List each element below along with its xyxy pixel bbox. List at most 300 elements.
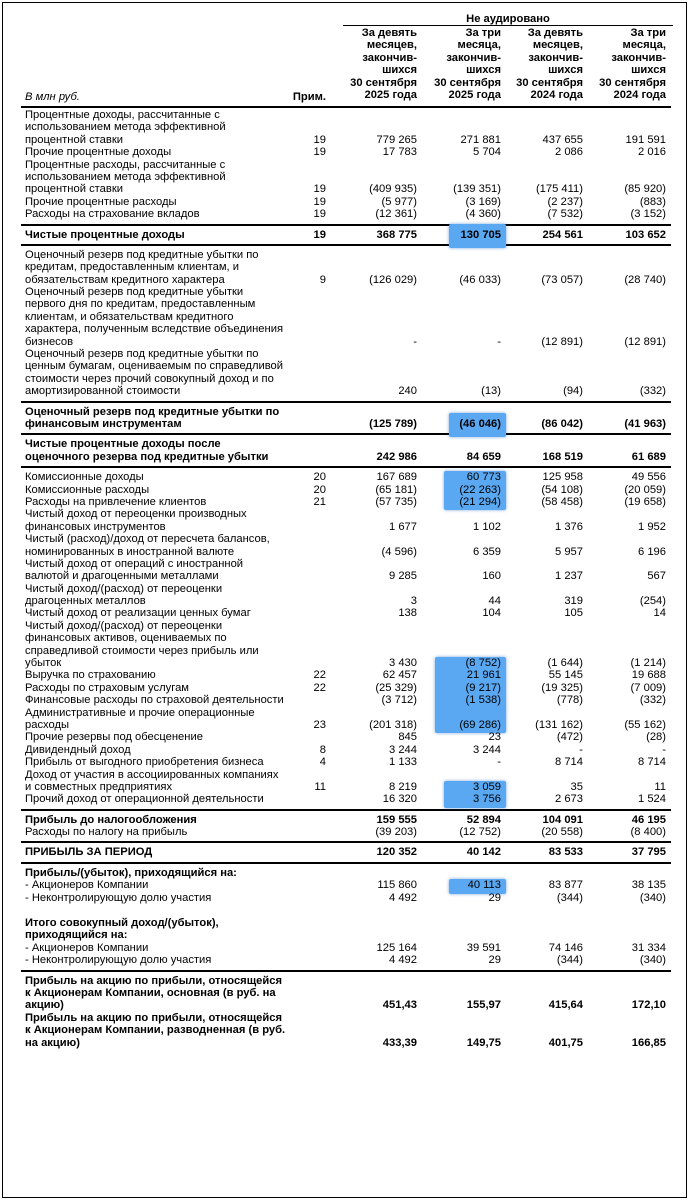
column-header-2: За три месяца, закончив- шихся 30 сентября 2025 года	[434, 27, 501, 102]
value-cell: (69 286)	[459, 718, 501, 731]
row-label: на акцию)	[25, 1036, 80, 1049]
row-label: процентной ставки	[25, 133, 123, 146]
table-row	[3, 731, 686, 743]
value-cell: 14	[653, 607, 666, 620]
value-cell: 1 677	[389, 520, 417, 533]
value-cell: (28 740)	[624, 273, 666, 286]
section-divider	[21, 244, 671, 246]
value-cell: 159 555	[376, 813, 417, 826]
table-row	[3, 570, 686, 582]
table-row	[3, 298, 686, 310]
row-label: процентной ставки	[25, 183, 123, 196]
table-row	[3, 846, 686, 858]
value-cell: (20 558)	[541, 826, 583, 839]
value-cell: (3 712)	[381, 694, 417, 707]
value-cell: -	[662, 743, 666, 756]
row-label: Расходы на привлечение клиентов	[25, 495, 207, 508]
row-label: использованием метода эффективной	[25, 121, 226, 134]
table-row	[3, 595, 686, 607]
value-cell: (12 891)	[624, 335, 666, 348]
row-label: амортизированной стоимости	[25, 385, 181, 398]
table-row	[3, 208, 686, 220]
value-cell: 9 285	[389, 570, 417, 583]
value-cell: (58 458)	[541, 495, 583, 508]
value-cell: (7 532)	[547, 208, 583, 221]
table-row	[3, 348, 686, 360]
value-cell: -	[497, 335, 501, 348]
table-row	[3, 879, 686, 891]
row-label: справедливой стоимости через прибыль или	[25, 644, 259, 657]
value-cell: (41 963)	[624, 417, 666, 430]
row-label: характера, полученным вследствие объединения	[25, 323, 284, 336]
value-cell: 38 135	[631, 879, 666, 892]
table-row	[3, 183, 686, 195]
table-row	[3, 669, 686, 681]
value-cell: 83 533	[548, 846, 583, 859]
value-cell: 1 133	[389, 756, 417, 769]
value-cell: 17 783	[382, 146, 417, 159]
value-cell: 62 457	[382, 669, 417, 682]
row-note: 11	[314, 780, 326, 793]
row-note: 19	[313, 133, 326, 146]
row-label: к Акционерам Компании, разводненная (в руб.	[25, 1024, 286, 1037]
value-cell: 104 091	[542, 813, 583, 826]
row-label: финансовым инструментам	[25, 417, 182, 430]
row-note: 19	[313, 228, 326, 241]
row-label: обязательствам кредитного характера	[25, 273, 225, 286]
value-cell: (22 263)	[459, 483, 501, 496]
row-label: Комиссионные доходы	[25, 471, 144, 484]
value-cell: (125 789)	[369, 417, 417, 430]
section-divider	[21, 809, 671, 811]
value-cell: 3 244	[389, 743, 417, 756]
value-cell: 37 795	[631, 846, 666, 859]
value-cell: (94)	[563, 385, 583, 398]
section-divider	[21, 841, 671, 843]
table-row	[3, 867, 686, 879]
table-row	[3, 814, 686, 826]
row-label: Прибыль от выгодного приобретения бизнеса	[25, 756, 264, 769]
row-note: 22	[313, 669, 326, 682]
value-cell: (46 046)	[459, 417, 501, 430]
table-row	[3, 496, 686, 508]
value-cell: (13)	[481, 385, 501, 398]
value-cell: (344)	[556, 891, 583, 904]
value-cell: 8 714	[555, 756, 583, 769]
row-label: - Акционеров Компании	[25, 941, 149, 954]
row-label: Чистый доход от реализации ценных бумаг	[25, 607, 251, 620]
value-cell: 39 591	[466, 941, 501, 954]
value-cell: 60 773	[466, 471, 501, 484]
value-cell: 105	[564, 607, 583, 620]
table-row	[3, 694, 686, 706]
value-cell: 83 877	[548, 879, 583, 892]
unit-label: В млн руб.	[25, 91, 80, 103]
row-label: стоимости через прочий совокупный доход и по	[25, 372, 274, 385]
value-cell: 125 958	[542, 471, 583, 484]
value-cell: -	[579, 743, 583, 756]
value-cell: (73 057)	[541, 273, 583, 286]
row-label: Чистые процентные доходы после	[25, 438, 221, 451]
value-cell: 254 561	[542, 228, 583, 241]
value-cell: (8 752)	[465, 657, 501, 670]
row-label: Прибыль на акцию по прибыли, относящейся	[25, 974, 282, 987]
table-row	[3, 274, 686, 286]
row-label: Прибыль до налогообложения	[25, 813, 197, 826]
row-label: первого дня по кредитам, предоставленным	[25, 298, 256, 311]
table-row	[3, 975, 686, 987]
value-cell: 44	[488, 595, 501, 608]
value-cell: 1 376	[555, 520, 583, 533]
value-cell: 167 689	[376, 471, 417, 484]
table-row	[3, 385, 686, 397]
value-cell: (1 214)	[630, 657, 666, 670]
value-cell: 46 195	[631, 813, 666, 826]
row-label: и совместных предприятиях	[25, 780, 173, 793]
value-cell: 1 102	[473, 520, 501, 533]
value-cell: (86 042)	[541, 417, 583, 430]
value-cell: 8 714	[638, 756, 666, 769]
value-cell: 319	[564, 595, 583, 608]
row-label: финансовых активов, оцениваемых по	[25, 632, 227, 645]
table-row	[3, 134, 686, 146]
table-row	[3, 229, 686, 241]
table-row	[3, 917, 686, 929]
value-cell: (12 361)	[375, 208, 417, 221]
value-cell: (57 735)	[375, 495, 417, 508]
value-cell: (126 029)	[369, 273, 417, 286]
table-row	[3, 826, 686, 838]
table-row	[3, 418, 686, 430]
row-label: Прочие резервы под обесценение	[25, 731, 203, 744]
value-cell: 29	[488, 891, 501, 904]
statement-body	[3, 109, 686, 1049]
value-cell: 149,75	[466, 1036, 501, 1049]
value-cell: 6 196	[638, 545, 666, 558]
value-cell: (25 329)	[375, 681, 417, 694]
value-cell: (8 400)	[630, 826, 666, 839]
table-row	[3, 657, 686, 669]
table-row	[3, 286, 686, 298]
value-cell: 437 655	[542, 133, 583, 146]
table-row	[3, 583, 686, 595]
value-cell: 138	[398, 607, 417, 620]
table-row	[3, 558, 686, 570]
table-row	[3, 121, 686, 133]
value-cell: (39 203)	[375, 826, 417, 839]
row-label: Оценочный резерв под кредитные убытки	[25, 286, 244, 299]
value-cell: 2 086	[555, 146, 583, 159]
section-divider	[21, 433, 671, 435]
table-row	[3, 171, 686, 183]
value-cell: (65 181)	[375, 483, 417, 496]
row-label: Чистые процентные доходы	[25, 228, 185, 241]
row-label: Прочие процентные доходы	[25, 146, 172, 159]
table-row	[3, 533, 686, 545]
value-cell: 40 113	[467, 879, 501, 892]
value-cell: (201 318)	[369, 718, 417, 731]
table-row	[3, 323, 686, 335]
column-header-4: За три месяца, закончив- шихся 30 сентября 2024 года	[599, 27, 666, 102]
value-cell: 168 519	[542, 450, 583, 463]
value-cell: 115 860	[377, 879, 417, 892]
value-cell: 23	[488, 731, 501, 744]
table-row	[3, 682, 686, 694]
value-cell: 21 961	[466, 669, 501, 682]
row-label: Комиссионные расходы	[25, 483, 150, 496]
value-cell: (340)	[639, 891, 666, 904]
value-cell: 3	[410, 595, 417, 608]
row-label: драгоценных металлов	[25, 595, 146, 608]
row-label: финансовых инструментов	[25, 520, 166, 533]
table-row	[3, 546, 686, 558]
row-label: Процентные расходы, рассчитанные с	[25, 158, 226, 171]
value-cell: 31 334	[631, 941, 666, 954]
value-cell: (7 009)	[630, 681, 666, 694]
value-cell: 5 957	[555, 545, 583, 558]
value-cell: (9 217)	[465, 681, 501, 694]
value-cell: (3 152)	[630, 208, 666, 221]
value-cell: 368 775	[376, 228, 417, 241]
note-column-header: Прим.	[292, 91, 326, 103]
value-cell: (55 162)	[624, 718, 666, 731]
row-label: Оценочный резерв под кредитные убытки по	[25, 348, 259, 361]
row-label: Чистый доход от операций с иностранной	[25, 557, 244, 570]
value-cell: (46 033)	[459, 273, 501, 286]
column-header-3: За девять месяцев, закончив- шихся 30 сентября 2024 года	[516, 27, 583, 102]
column-header-1: За девять месяцев, закончив- шихся 30 сентября 2025 года	[350, 27, 417, 102]
value-cell: 16 320	[382, 793, 417, 806]
value-cell: (1 538)	[465, 694, 501, 707]
value-cell: (85 920)	[624, 183, 666, 196]
row-label: оценочного резерва под кредитные убытки	[25, 450, 269, 463]
table-row	[3, 769, 686, 781]
value-cell: (175 411)	[535, 183, 583, 196]
table-row	[3, 607, 686, 619]
row-note: 19	[313, 146, 326, 159]
row-label: бизнесов	[25, 335, 74, 348]
value-cell: 61 689	[631, 450, 666, 463]
row-note: 19	[313, 208, 326, 221]
row-label: Прочие процентные расходы	[25, 195, 177, 208]
section-divider	[21, 224, 671, 226]
value-cell: 6 359	[473, 545, 501, 558]
value-cell: 1 952	[638, 520, 666, 533]
value-cell: 433,39	[382, 1036, 417, 1049]
financial-statement	[2, 2, 687, 1198]
table-row	[3, 1012, 686, 1024]
table-row	[3, 484, 686, 496]
value-cell: 845	[398, 731, 417, 744]
value-cell: 49 556	[631, 471, 666, 484]
value-cell: 55 145	[548, 669, 583, 682]
table-row	[3, 406, 686, 418]
row-label: Оценочный резерв под кредитные убытки по	[25, 405, 280, 418]
value-cell: 4 492	[389, 891, 417, 904]
value-cell: 40 142	[466, 846, 501, 859]
value-cell: 11	[654, 780, 666, 793]
value-cell: (340)	[639, 954, 666, 967]
table-row	[3, 707, 686, 719]
value-cell: 567	[647, 570, 666, 583]
row-label: Чистый доход/(расход) от переоценки	[25, 619, 223, 632]
table-row	[3, 508, 686, 520]
value-cell: 35	[570, 780, 583, 793]
row-note: 8	[319, 743, 326, 756]
value-cell: 125 164	[376, 941, 417, 954]
value-cell: (3 169)	[465, 195, 501, 208]
value-cell: 130 705	[460, 228, 501, 241]
value-cell: (21 294)	[459, 495, 501, 508]
table-row	[3, 645, 686, 657]
table-row	[3, 373, 686, 385]
row-label: валютой и драгоценными металлами	[25, 570, 219, 583]
table-row	[3, 336, 686, 348]
value-cell: (472)	[556, 731, 583, 744]
row-label: расходы	[25, 718, 70, 731]
row-label: Процентные доходы, рассчитанные с	[25, 109, 220, 121]
row-label: - Неконтролирующую долю участия	[25, 891, 212, 904]
row-label: Доход от участия в ассоциированных компаниях	[25, 768, 279, 781]
table-row	[3, 892, 686, 904]
table-row	[3, 793, 686, 805]
table-row	[3, 987, 686, 999]
row-label: Чистый доход/(расход) от переоценки	[25, 582, 223, 595]
section-divider	[21, 401, 671, 403]
row-label: акцию)	[25, 999, 64, 1012]
table-row	[3, 999, 686, 1011]
table-header	[3, 3, 686, 107]
row-label: использованием метода эффективной	[25, 170, 226, 183]
value-cell: (344)	[556, 954, 583, 967]
table-row	[3, 1024, 686, 1036]
row-label: приходящийся на:	[25, 929, 128, 942]
table-row	[3, 159, 686, 171]
row-label: Оценочный резерв под кредитные убытки по	[25, 248, 259, 261]
row-label: Расходы по страховым услугам	[25, 681, 189, 694]
row-label: Дивидендный доход	[25, 743, 131, 756]
value-cell: (332)	[639, 694, 666, 707]
row-note: 19	[313, 195, 326, 208]
table-row	[3, 438, 686, 450]
value-cell: 104	[482, 607, 501, 620]
value-cell: (778)	[556, 694, 583, 707]
row-label: - Акционеров Компании	[25, 879, 149, 892]
table-row	[3, 451, 686, 463]
value-cell: (4 596)	[381, 545, 417, 558]
table-row	[3, 471, 686, 483]
table-row	[3, 954, 686, 966]
value-cell: 3 059	[473, 780, 501, 793]
value-cell: 5 704	[473, 146, 501, 159]
value-cell: 2 673	[555, 793, 583, 806]
value-cell: -	[413, 335, 417, 348]
table-row	[3, 249, 686, 261]
value-cell: 172,10	[631, 999, 666, 1012]
value-cell: (28)	[646, 731, 666, 744]
value-cell: 74 146	[548, 941, 583, 954]
row-label: - Неконтролирующую долю участия	[25, 954, 212, 967]
value-cell: (19 325)	[541, 681, 583, 694]
row-label: клиентам, и обязательствам кредитного	[25, 310, 234, 323]
value-cell: (254)	[639, 595, 666, 608]
row-label: кредитам, предоставленным клиентам, и	[25, 261, 240, 274]
table-row	[3, 744, 686, 756]
value-cell: 155,97	[466, 999, 501, 1012]
row-note: 20	[313, 471, 326, 484]
row-label: Расходы на страхование вкладов	[25, 208, 200, 221]
row-label: номинированных в иностранной валюте	[25, 545, 235, 558]
row-note: 20	[313, 483, 326, 496]
row-note: 23	[313, 718, 326, 731]
value-cell: (12 752)	[459, 826, 501, 839]
value-cell: 271 881	[460, 133, 501, 146]
value-cell: 240	[398, 385, 417, 398]
value-cell: 3 430	[389, 657, 417, 670]
value-cell: 4 492	[389, 954, 417, 967]
row-label: Выручка по страхованию	[25, 669, 156, 682]
row-label: Прибыль/(убыток), приходящийся на:	[25, 866, 237, 879]
value-cell: (12 891)	[541, 335, 583, 348]
table-row	[3, 109, 686, 121]
value-cell: (131 162)	[535, 718, 583, 731]
value-cell: 103 652	[625, 228, 666, 241]
value-cell: 160	[482, 570, 501, 583]
table-row	[3, 196, 686, 208]
section-divider	[21, 466, 671, 468]
value-cell: 242 986	[376, 450, 417, 463]
row-label: ПРИБЫЛЬ ЗА ПЕРИОД	[25, 846, 153, 859]
table-row	[3, 756, 686, 768]
table-row	[3, 929, 686, 941]
table-row	[3, 719, 686, 731]
value-cell: 3 244	[473, 743, 501, 756]
row-note: 21	[313, 495, 326, 508]
value-cell: 451,43	[382, 999, 417, 1012]
value-cell: 1 237	[555, 570, 583, 583]
row-label: Прочий доход от операционной деятельности	[25, 793, 264, 806]
unaudited-label: Не аудировано	[466, 13, 550, 25]
value-cell: (19 658)	[624, 495, 666, 508]
row-label: Итого совокупный доход/(убыток),	[25, 917, 219, 930]
value-cell: (54 108)	[541, 483, 583, 496]
table-row	[3, 942, 686, 954]
value-cell: 191 591	[625, 133, 666, 146]
table-row	[3, 781, 686, 793]
value-cell: (4 360)	[465, 208, 501, 221]
section-divider	[21, 862, 671, 864]
row-label: Прибыль на акцию по прибыли, относящейся	[25, 1011, 282, 1024]
row-label: к Акционерам Компании, основная (в руб. на	[25, 987, 276, 999]
row-label: Расходы по налогу на прибыль	[25, 826, 188, 839]
table-row	[3, 1037, 686, 1049]
value-cell: (2 237)	[547, 195, 583, 208]
value-cell: -	[497, 756, 501, 769]
value-cell: (1 644)	[547, 657, 583, 670]
value-cell: 8 219	[389, 780, 417, 793]
row-note: 4	[319, 756, 326, 769]
value-cell: 401,75	[548, 1036, 583, 1049]
row-label: Чистый доход от переоценки производных	[25, 508, 247, 521]
value-cell: 52 894	[466, 813, 501, 826]
value-cell: (5 977)	[381, 195, 417, 208]
row-note: 9	[319, 273, 326, 286]
table-row	[3, 632, 686, 644]
table-row	[3, 521, 686, 533]
table-row	[3, 311, 686, 323]
row-label: Административные и прочие операционные	[25, 706, 255, 719]
value-cell: 19 688	[631, 669, 666, 682]
